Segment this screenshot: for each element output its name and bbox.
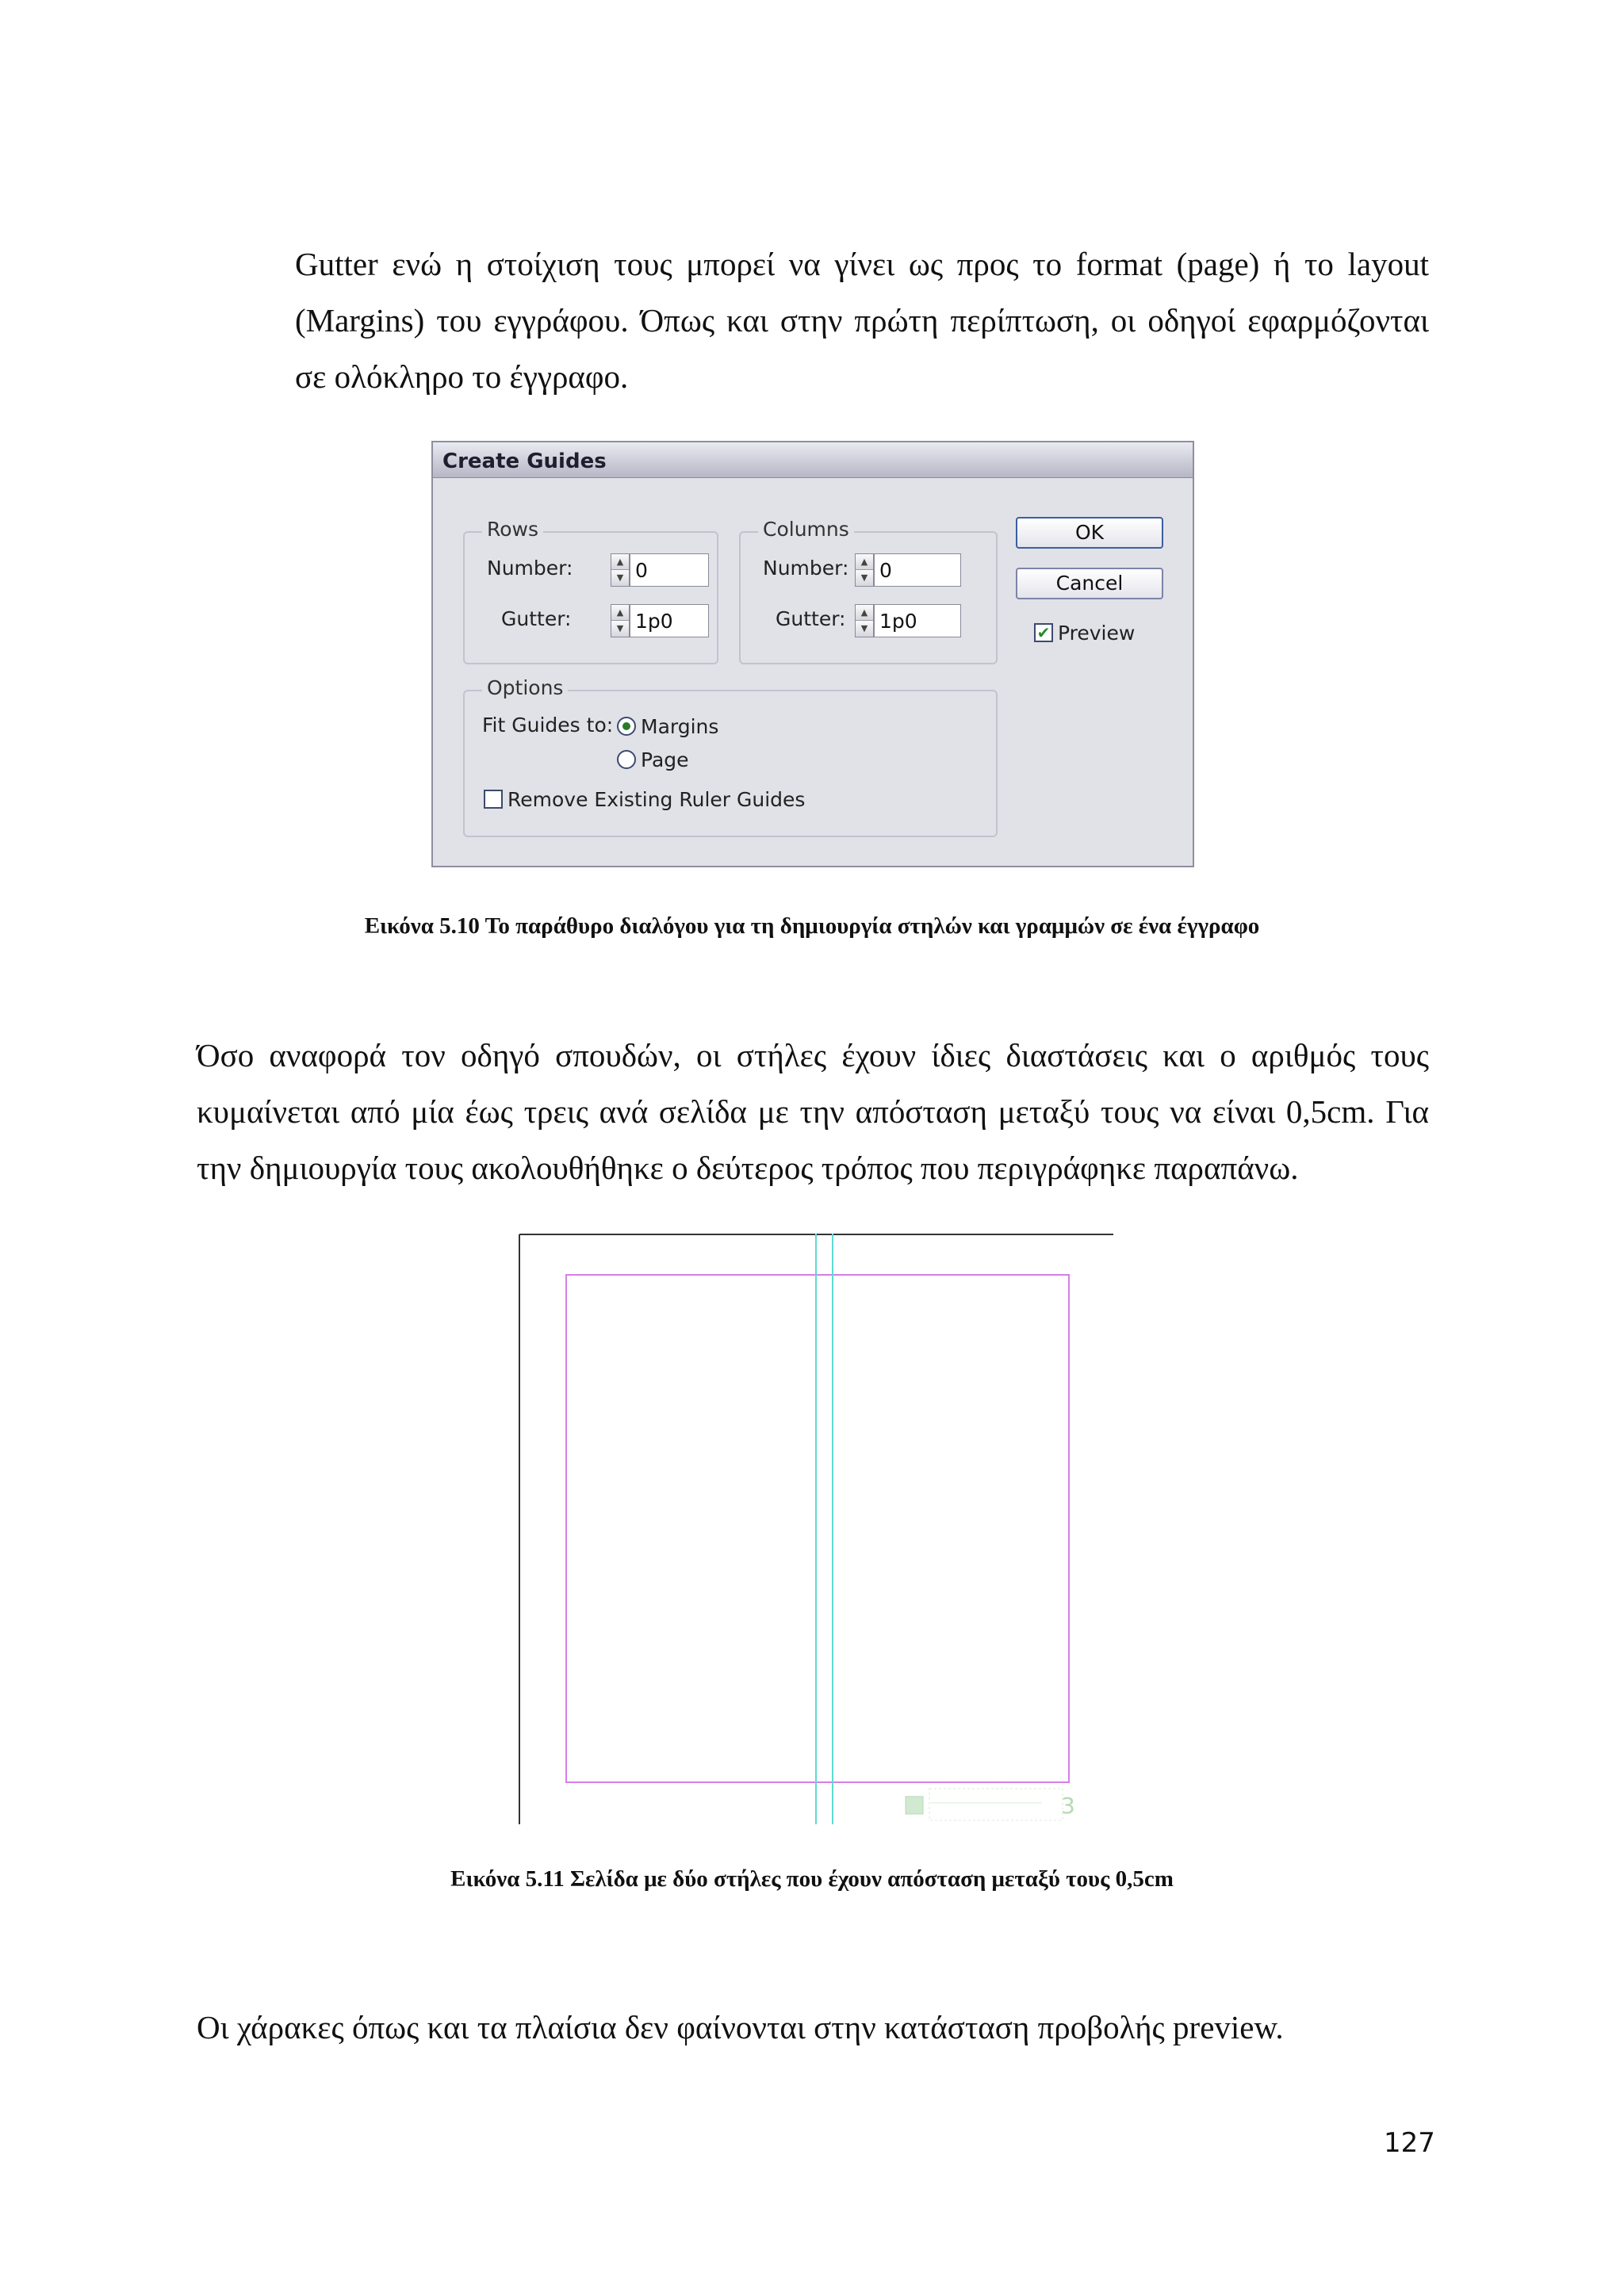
footer-page-number: 3 bbox=[1061, 1793, 1075, 1819]
two-column-page-figure bbox=[519, 1234, 1113, 1825]
page-label[interactable]: Page bbox=[641, 748, 689, 771]
body-paragraph-2: Όσο αναφορά τον οδηγό σπουδών, οι στήλες έχουν ίδιες διαστάσεις και ο αριθμός τους κυμαίνεται από μία έως τρεις ανά σελίδα με την απόσταση μεταξύ τους να είναι 0,5cm. Για την δημιουργία τους ακολουθήθηκε ο δεύτερος τρόπος που περιγράφηκε παραπάνω. bbox=[197, 1037, 1429, 1186]
rows-legend: Rows bbox=[482, 518, 543, 541]
footer-logo-icon bbox=[906, 1797, 923, 1814]
preview-label[interactable]: Preview bbox=[1058, 622, 1136, 645]
radio-selected-dot bbox=[622, 722, 630, 730]
checkmark-icon: ✔ bbox=[1036, 623, 1051, 642]
options-legend: Options bbox=[482, 676, 568, 699]
margin-guide-frame bbox=[566, 1275, 1069, 1782]
fit-guides-label: Fit Guides to: bbox=[482, 714, 614, 737]
stepper-up-icon[interactable]: ▲ bbox=[856, 554, 873, 570]
columns-number-stepper[interactable] bbox=[855, 553, 874, 587]
create-guides-dialog bbox=[431, 441, 1194, 867]
options-group bbox=[463, 676, 998, 837]
remove-guides-label[interactable]: Remove Existing Ruler Guides bbox=[508, 788, 806, 811]
body-paragraph-1: Gutter ενώ η στοίχιση τους μπορεί να γίνει ως προς το format (page) ή το layout (Margins) του εγγράφου. Όπως και στην πρώτη περίπτωση, οι οδηγοί εφαρμόζονται σε ολόκληρο το έγγραφο. bbox=[295, 246, 1429, 395]
rows-gutter-input[interactable]: 1p0 bbox=[630, 604, 709, 637]
stepper-up-icon[interactable]: ▲ bbox=[856, 605, 873, 621]
footer-text-box bbox=[929, 1789, 1063, 1820]
rows-group bbox=[463, 518, 718, 664]
columns-legend: Columns bbox=[758, 518, 854, 541]
stepper-down-icon[interactable]: ▼ bbox=[856, 570, 873, 586]
stepper-down-icon[interactable]: ▼ bbox=[611, 570, 629, 586]
body-paragraph-3: Οι χάρακες όπως και τα πλαίσια δεν φαίνονται στην κατάσταση προβολής preview. bbox=[197, 2009, 1284, 2045]
stepper-down-icon[interactable]: ▼ bbox=[611, 621, 629, 637]
ok-button[interactable]: OK bbox=[1016, 517, 1163, 549]
footer-block bbox=[906, 1789, 1075, 1820]
columns-number-label: Number: bbox=[763, 557, 849, 580]
figure-caption-5-11: Εικόνα 5.11 Σελίδα με δύο στήλες που έχουν απόσταση μεταξύ τους 0,5cm bbox=[450, 1866, 1174, 1892]
columns-gutter-stepper[interactable] bbox=[855, 604, 874, 637]
preview-checkbox[interactable] bbox=[1034, 623, 1053, 642]
margins-label[interactable]: Margins bbox=[641, 715, 719, 738]
rows-gutter-stepper[interactable] bbox=[611, 604, 630, 637]
stepper-up-icon[interactable]: ▲ bbox=[611, 554, 629, 570]
stepper-up-icon[interactable]: ▲ bbox=[611, 605, 629, 621]
cancel-button[interactable]: Cancel bbox=[1016, 568, 1163, 599]
dialog-title: Create Guides bbox=[442, 450, 607, 473]
columns-gutter-label: Gutter: bbox=[776, 607, 846, 630]
page-radio[interactable] bbox=[617, 750, 636, 769]
stepper-down-icon[interactable]: ▼ bbox=[856, 621, 873, 637]
rows-number-stepper[interactable] bbox=[611, 553, 630, 587]
columns-group bbox=[739, 518, 998, 664]
dialog-titlebar[interactable] bbox=[433, 442, 1193, 478]
columns-gutter-input[interactable]: 1p0 bbox=[874, 604, 961, 637]
columns-number-input[interactable]: 0 bbox=[874, 553, 961, 587]
rows-number-input[interactable]: 0 bbox=[630, 553, 709, 587]
figure-caption-5-10: Εικόνα 5.10 Το παράθυρο διαλόγου για τη δημιουργία στηλών και γραμμών σε ένα έγγραφο bbox=[364, 913, 1260, 939]
rows-gutter-label: Gutter: bbox=[501, 607, 572, 630]
rows-number-label: Number: bbox=[487, 557, 573, 580]
page-number: 127 bbox=[1384, 2127, 1435, 2159]
margins-radio[interactable] bbox=[617, 717, 636, 736]
remove-guides-checkbox[interactable] bbox=[484, 790, 503, 809]
